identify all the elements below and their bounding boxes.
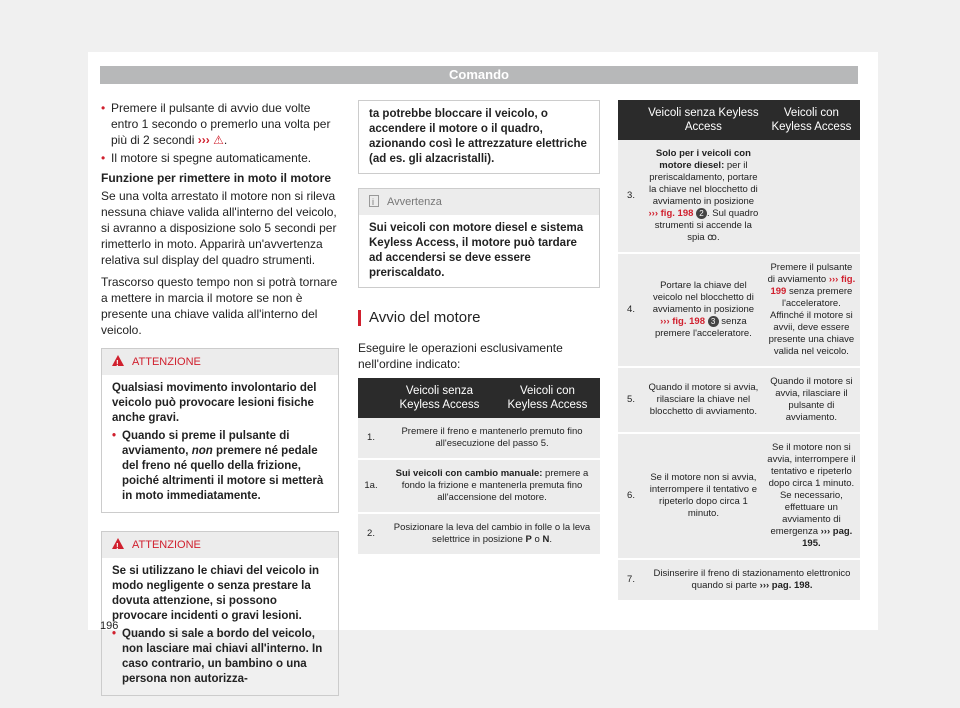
warning-box <box>101 531 339 696</box>
column-right <box>618 100 860 602</box>
table-row: 6. Se il motore non si avvia, interrompere il tentativo e ripeterlo dopo circa 1 minuto. Se il motore non si avvia, interrompere il tentativo e ripeterlo dopo circa 1 minuto. Se necessario, effettuare un avviamento di emergenza ››› pag. 195. <box>618 433 860 559</box>
warning-text: Se si utilizzano le chiavi del veicolo in modo negligente o senza prestare la dovuta attenzione, si possono provocare incidenti o gravi lesioni. <box>112 565 320 622</box>
warning-box <box>101 348 339 513</box>
note-icon <box>369 195 379 207</box>
column-left <box>101 100 339 696</box>
table-row: 7. Disinserire il freno di stazionamento elettronico quando si parte ››› pag. 198. <box>618 559 860 601</box>
column-header: Veicoli con Keyless Access <box>763 100 860 140</box>
paragraph: Eseguire le operazioni esclusivamente nell'ordine indicato: <box>358 341 563 371</box>
cross-reference-link[interactable]: ››› pag. 198. <box>759 580 813 591</box>
column-middle <box>358 100 600 556</box>
warning-text: Qualsiasi movimento involontario del veicolo può provocare lesioni fisiche anche gravi. <box>112 382 317 424</box>
warning-icon: ⚠ <box>213 133 224 147</box>
table-row: 5. Quando il motore si avvia, rilasciare la chiave nel blocchetto di avviamento. Quando il motore si avvia, rilasciare il pulsante di avviamento. <box>618 367 860 433</box>
callout-number: 2 <box>696 208 707 219</box>
warning-bullet: • Quando si sale a bordo del veicolo, non lasciare mai chiavi all'interno. In caso contrario, un bambino o una persona non autorizza- <box>112 627 328 687</box>
warning-bullet: • Quando si preme il pulsante di avviamento, non premere né pedale del freno né quello della frizione, poiché altrimenti il motore si metterà in moto immediatamente. <box>112 429 328 504</box>
callout-number: 3 <box>708 316 719 327</box>
warning-title: ATTENZIONE <box>132 356 201 368</box>
page-number: 196 <box>100 620 119 632</box>
column-header: Veicoli con Keyless Access <box>495 378 600 418</box>
section-title: Avvio del motore <box>358 310 600 326</box>
paragraph: Trascorso questo tempo non si potrà tornare a mettere in marcia il motore se non è presente una chiave valida all'interno del veicolo. <box>101 275 338 337</box>
table-row: 1. Premere il freno e mantenerlo premuto fino all'esecuzione del passo 5. <box>358 418 600 459</box>
cross-reference-link[interactable]: ››› fig. 198 <box>648 208 694 219</box>
table-row: 1a. Sui veicoli con cambio manuale: premere a fondo la frizione e mantenerla premuta fino all'accensione del motore. <box>358 459 600 513</box>
table-row: 3. Solo per i veicoli con motore diesel: per il preriscaldamento, portare la chiave nel blocchetto di avviamento in posizione ››› fig. 198 2 . Sul quadro strumenti si accende la spia ꝏ. <box>618 140 860 253</box>
subheading: Funzione per rimettere in moto il motore <box>101 171 332 185</box>
cross-reference-link[interactable]: ››› <box>197 133 210 147</box>
column-header: Veicoli senza Keyless Access <box>644 100 763 140</box>
column-header: Veicoli senza Keyless Access <box>384 378 495 418</box>
list-item: • Premere il pulsante di avvio due volte entro 1 secondo o premerlo una volta per più di 2 secondi ››› ⚠. <box>101 100 339 148</box>
chapter-header: Comando <box>100 66 858 84</box>
warning-icon <box>112 538 124 549</box>
table-row: 4. Portare la chiave del veicolo nel blocchetto di avviamento in posizione ››› fig. 198 3 senza premere l'acceleratore. Premere il pulsante di avviamento ››› fig. 199 senza premere l'acceleratore. Affinché il motore si avvii, deve essere presente una chiave valida nel veicolo. <box>618 253 860 367</box>
glow-plug-icon: ꝏ <box>707 232 717 243</box>
table-row: 2. Posizionare la leva del cambio in folle o la leva selettrice in posizione P o N. <box>358 513 600 555</box>
warning-icon <box>112 355 124 366</box>
warning-box-continued: ta potrebbe bloccare il veicolo, o accendere il motore o il quadro, azionando così le attrezzature elettriche (ad es. gli alzacristalli). <box>358 100 600 174</box>
cross-reference-link[interactable]: ››› fig. 198 <box>660 316 705 327</box>
paragraph: Se una volta arrestato il motore non si rileva nessuna chiave valida all'interno del veicolo, si avranno a disposizione solo 5 secondi per rimetterlo in moto. Apparirà un'avvertenza relativa sul display del quadro strumenti. <box>101 189 337 267</box>
note-box: iAvvertenza Sui veicoli con motore diesel e sistema Keyless Access, il motore può tardare ad accendersi se deve essere preriscaldato. <box>358 188 600 288</box>
cross-reference-link[interactable]: ››› fig. 199 <box>770 274 856 297</box>
warning-title: ATTENZIONE <box>132 539 201 551</box>
steps-table <box>358 378 600 556</box>
list-item: • Il motore si spegne automaticamente. <box>101 150 339 166</box>
steps-table-continued <box>618 100 860 602</box>
cross-reference-link[interactable]: ››› pag. 195. <box>802 526 853 549</box>
